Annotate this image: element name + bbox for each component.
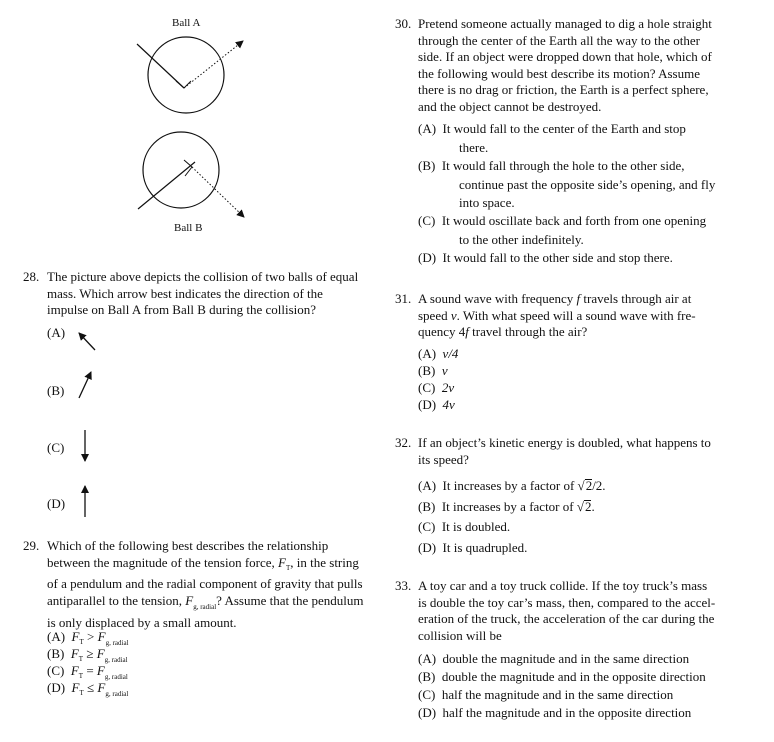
q30-option-d[interactable]: (D) It would fall to the other side and stop there. (418, 250, 673, 265)
q30-number: 30. (395, 16, 412, 31)
q32-option-c[interactable]: (C) It is doubled. (418, 519, 511, 534)
q33-option-b[interactable]: (B) double the magnitude and in the opposite direction (418, 669, 706, 684)
up-right-arrow-icon (79, 372, 91, 398)
q29-option-a[interactable]: (A) $F_T > F_{g, radial}$ (47, 629, 129, 647)
q31-option-d[interactable]: (D) 4v (418, 397, 455, 412)
q33-option-a[interactable]: (A) double the magnitude and in the same direction (418, 651, 690, 666)
sqrt-icon: √ (576, 498, 584, 514)
q33-option-d[interactable]: (D) half the magnitude and in the opposite direction (418, 705, 692, 720)
ball-a (137, 37, 243, 113)
q32-number: 32. (395, 435, 412, 450)
q30-option-c[interactable]: (C) It would oscillate back and forth from one opening to the other indefinitely. (418, 213, 707, 247)
ball-b (138, 132, 244, 217)
q32-options (418, 476, 606, 558)
q28-number: 28. (23, 269, 40, 284)
q29-option-d[interactable]: (D) $F_T \le F_{g, radial}$ (47, 680, 129, 698)
q31-options (418, 345, 458, 413)
q29-text: Which of the following best describes the relationship between the magnitude of the tension force, $F_T$, in the string of a pendulum and the radial component of gravity that pulls antiparallel to the tension, $F_{g, radial}$? Assume that the pendulum is only displaced by a small amount. (47, 538, 364, 631)
q33-number: 33. (395, 578, 412, 593)
q31-option-a[interactable]: (A) v/4 (418, 346, 459, 361)
ball-b-label: Ball B (174, 222, 203, 234)
q33-text: A toy car and a toy truck collide. If the toy truck’s mass is double the toy car’s mass, then, compared to the accel- eration of the truck, the acceleration of the car during the collision will be (418, 578, 716, 643)
q32-text: If an object’s kinetic energy is doubled, what happens to its speed? (418, 435, 711, 467)
q30-option-a[interactable]: (A) It would fall to the center of the Earth and stop there. (418, 121, 686, 155)
q28-option-c[interactable]: (C) (47, 440, 65, 455)
q28-option-b[interactable]: (B) (47, 383, 65, 398)
q33-options (418, 650, 706, 722)
q33-option-c[interactable]: (C) half the magnitude and in the same direction (418, 687, 674, 702)
q30-option-b[interactable]: (B) It would fall through the hole to the other side, continue past the opposite side’s opening, and fly into space. (418, 158, 716, 210)
up-left-arrow-icon (79, 333, 95, 350)
q30-text: Pretend someone actually managed to dig a hole straight through the center of the Earth all the way to the other side. If an object were dropped down that hole, which of the following would best describe its motion? Assume there is no drag or friction, the Earth is a perfect sphere, and the object cannot be destroyed. (418, 16, 712, 114)
q31-number: 31. (395, 291, 412, 306)
q31-text: A sound wave with frequency f travels through air at speed v. With what speed will a sound wave with fre- quency 4f travel through the air? (418, 291, 696, 339)
q28-text: The picture above depicts the collision of two balls of equal mass. Which arrow best indicates the direction of the impulse on Ball A from Ball B during the collision? (47, 269, 359, 317)
q31-option-c[interactable]: (C) 2v (418, 380, 455, 395)
ball-a-label: Ball A (172, 17, 201, 29)
q29-number: 29. (23, 538, 40, 553)
q32-option-d[interactable]: (D) It is quadrupled. (418, 539, 528, 555)
q31-option-b[interactable]: (B) v (418, 363, 448, 378)
q28-option-a[interactable]: (A) (47, 325, 66, 340)
sqrt-icon: √ (577, 478, 585, 493)
q29-option-b[interactable]: (B) $F_T \ge F_{g, radial}$ (47, 646, 128, 664)
q32-option-b[interactable]: (B) It increases by a factor of √2. (418, 498, 595, 514)
q29-option-c[interactable]: (C) $F_T = F_{g, radial}$ (47, 663, 128, 681)
q28-option-d[interactable]: (D) (47, 496, 66, 511)
q32-option-a[interactable]: (A) It increases by a factor of √2/2. (418, 478, 606, 493)
